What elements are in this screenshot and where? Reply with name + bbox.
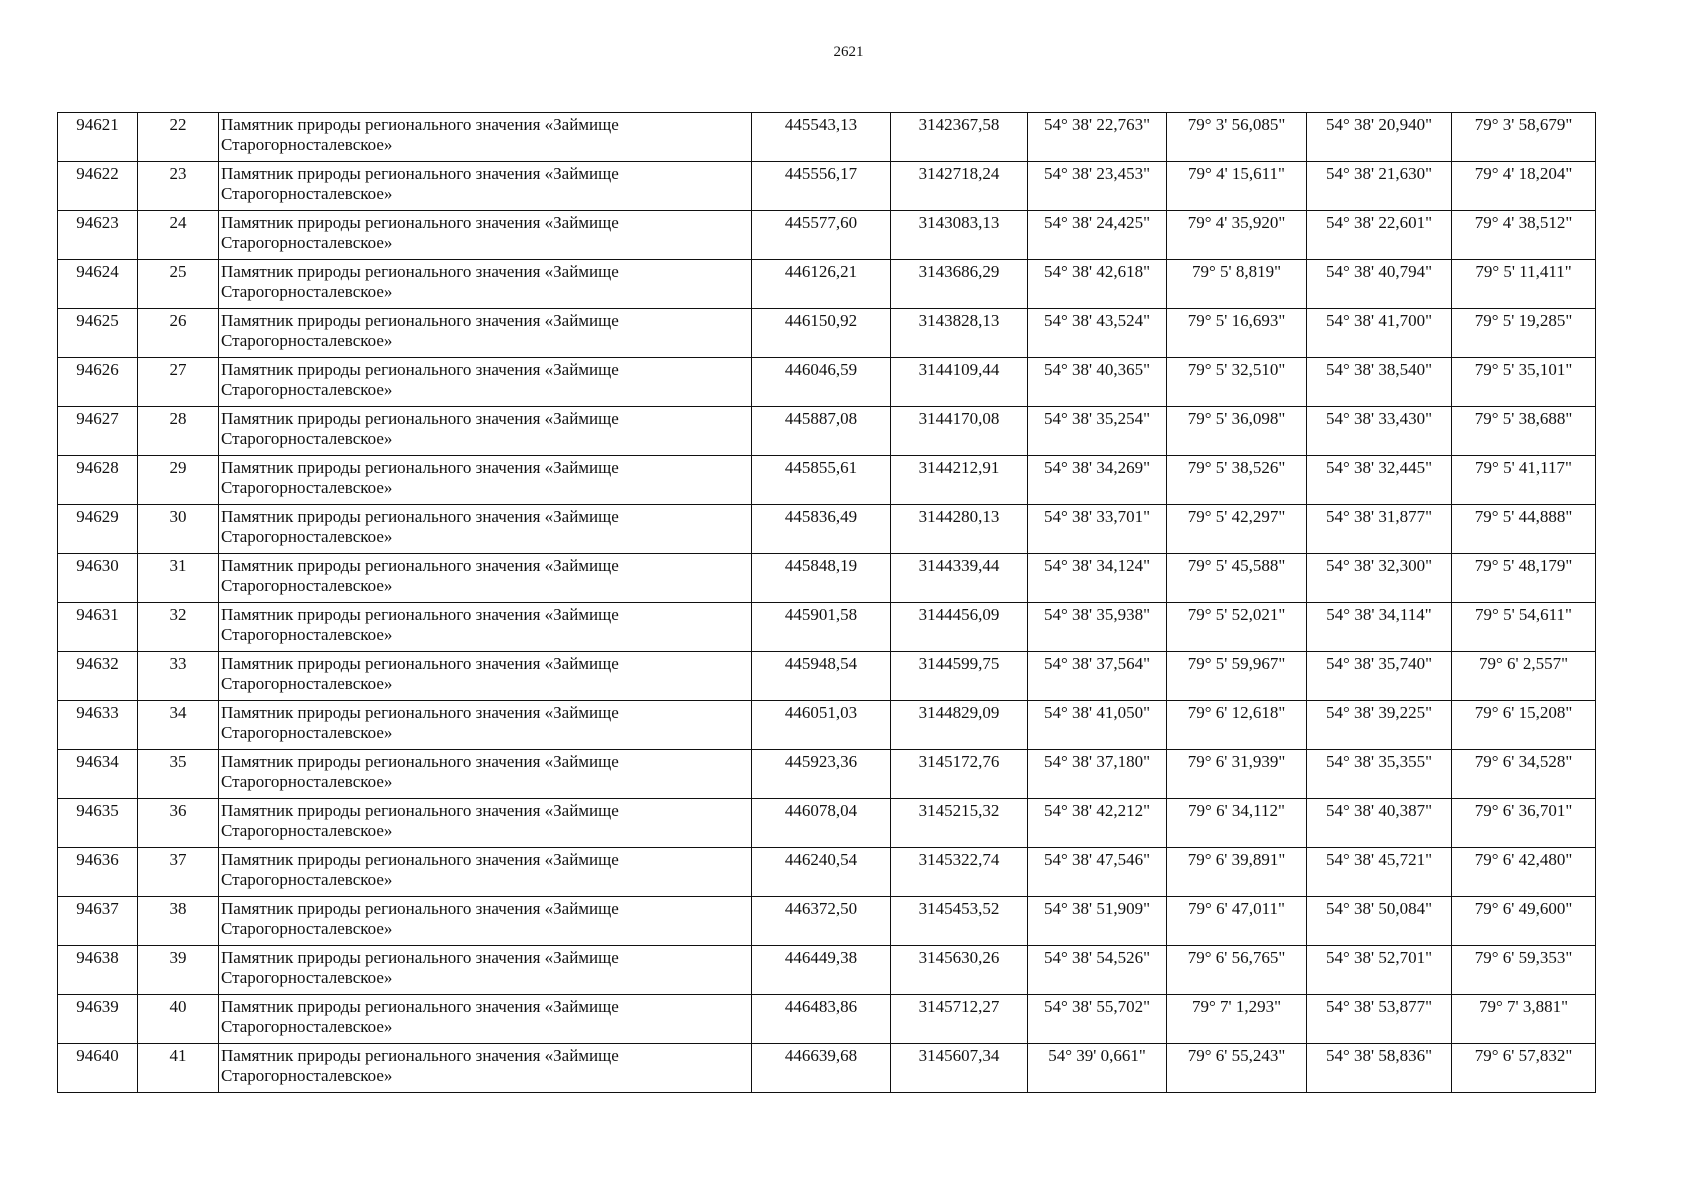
table-row xyxy=(58,407,1596,456)
cell-coord-x: 446240,54 xyxy=(752,848,891,897)
cell-record-id: 94622 xyxy=(58,162,138,211)
cell-latitude-1: 54° 38' 40,365" xyxy=(1028,358,1167,407)
cell-object-name: Памятник природы регионального значения «Займище Старогорносталевское» xyxy=(219,113,752,162)
cell-latitude-1: 54° 38' 37,564" xyxy=(1028,652,1167,701)
cell-object-name: Памятник природы регионального значения «Займище Старогорносталевское» xyxy=(219,211,752,260)
cell-longitude-2: 79° 4' 18,204" xyxy=(1452,162,1596,211)
cell-latitude-2: 54° 38' 33,430" xyxy=(1307,407,1452,456)
cell-longitude-2: 79° 3' 58,679" xyxy=(1452,113,1596,162)
cell-object-name: Памятник природы регионального значения «Займище Старогорносталевское» xyxy=(219,554,752,603)
cell-longitude-2: 79° 5' 38,688" xyxy=(1452,407,1596,456)
cell-object-name: Памятник природы регионального значения «Займище Старогорносталевское» xyxy=(219,995,752,1044)
cell-point-number: 34 xyxy=(138,701,219,750)
table-row xyxy=(58,897,1596,946)
table-row xyxy=(58,603,1596,652)
cell-longitude-1: 79° 6' 12,618" xyxy=(1167,701,1307,750)
cell-latitude-2: 54° 38' 41,700" xyxy=(1307,309,1452,358)
cell-coord-y: 3145215,32 xyxy=(891,799,1028,848)
cell-longitude-2: 79° 6' 36,701" xyxy=(1452,799,1596,848)
cell-coord-x: 445556,17 xyxy=(752,162,891,211)
cell-longitude-1: 79° 4' 15,611" xyxy=(1167,162,1307,211)
cell-coord-y: 3145630,26 xyxy=(891,946,1028,995)
cell-coord-x: 445543,13 xyxy=(752,113,891,162)
cell-longitude-1: 79° 6' 31,939" xyxy=(1167,750,1307,799)
cell-longitude-2: 79° 5' 48,179" xyxy=(1452,554,1596,603)
cell-latitude-1: 54° 38' 35,254" xyxy=(1028,407,1167,456)
cell-longitude-2: 79° 7' 3,881" xyxy=(1452,995,1596,1044)
cell-latitude-1: 54° 38' 47,546" xyxy=(1028,848,1167,897)
cell-coord-x: 445855,61 xyxy=(752,456,891,505)
cell-object-name: Памятник природы регионального значения «Займище Старогорносталевское» xyxy=(219,505,752,554)
cell-longitude-1: 79° 5' 52,021" xyxy=(1167,603,1307,652)
table-row xyxy=(58,750,1596,799)
cell-latitude-2: 54° 38' 35,355" xyxy=(1307,750,1452,799)
cell-point-number: 28 xyxy=(138,407,219,456)
cell-latitude-2: 54° 38' 34,114" xyxy=(1307,603,1452,652)
cell-point-number: 26 xyxy=(138,309,219,358)
cell-coord-y: 3144170,08 xyxy=(891,407,1028,456)
cell-latitude-1: 54° 38' 33,701" xyxy=(1028,505,1167,554)
cell-latitude-1: 54° 38' 41,050" xyxy=(1028,701,1167,750)
cell-coord-y: 3145453,52 xyxy=(891,897,1028,946)
cell-record-id: 94631 xyxy=(58,603,138,652)
cell-coord-y: 3144829,09 xyxy=(891,701,1028,750)
cell-coord-x: 445836,49 xyxy=(752,505,891,554)
cell-record-id: 94638 xyxy=(58,946,138,995)
cell-coord-y: 3142718,24 xyxy=(891,162,1028,211)
cell-longitude-1: 79° 5' 59,967" xyxy=(1167,652,1307,701)
cell-coord-x: 446046,59 xyxy=(752,358,891,407)
cell-record-id: 94633 xyxy=(58,701,138,750)
cell-latitude-1: 54° 38' 37,180" xyxy=(1028,750,1167,799)
cell-record-id: 94627 xyxy=(58,407,138,456)
cell-latitude-1: 54° 38' 51,909" xyxy=(1028,897,1167,946)
cell-longitude-1: 79° 6' 34,112" xyxy=(1167,799,1307,848)
cell-object-name: Памятник природы регионального значения «Займище Старогорносталевское» xyxy=(219,799,752,848)
cell-point-number: 40 xyxy=(138,995,219,1044)
cell-object-name: Памятник природы регионального значения «Займище Старогорносталевское» xyxy=(219,309,752,358)
cell-coord-x: 446449,38 xyxy=(752,946,891,995)
table-row xyxy=(58,554,1596,603)
cell-latitude-1: 54° 38' 34,124" xyxy=(1028,554,1167,603)
cell-record-id: 94640 xyxy=(58,1044,138,1093)
cell-latitude-2: 54° 38' 45,721" xyxy=(1307,848,1452,897)
cell-object-name: Памятник природы регионального значения «Займище Старогорносталевское» xyxy=(219,407,752,456)
cell-coord-x: 445901,58 xyxy=(752,603,891,652)
cell-longitude-1: 79° 4' 35,920" xyxy=(1167,211,1307,260)
cell-latitude-2: 54° 38' 40,794" xyxy=(1307,260,1452,309)
cell-longitude-1: 79° 6' 39,891" xyxy=(1167,848,1307,897)
cell-latitude-1: 54° 38' 54,526" xyxy=(1028,946,1167,995)
cell-latitude-2: 54° 38' 32,445" xyxy=(1307,456,1452,505)
cell-latitude-1: 54° 38' 42,212" xyxy=(1028,799,1167,848)
cell-latitude-2: 54° 38' 58,836" xyxy=(1307,1044,1452,1093)
cell-coord-y: 3145607,34 xyxy=(891,1044,1028,1093)
cell-record-id: 94626 xyxy=(58,358,138,407)
cell-latitude-2: 54° 38' 32,300" xyxy=(1307,554,1452,603)
table-row xyxy=(58,701,1596,750)
cell-coord-x: 445848,19 xyxy=(752,554,891,603)
cell-record-id: 94630 xyxy=(58,554,138,603)
cell-coord-x: 446150,92 xyxy=(752,309,891,358)
cell-longitude-2: 79° 5' 35,101" xyxy=(1452,358,1596,407)
cell-longitude-2: 79° 5' 44,888" xyxy=(1452,505,1596,554)
cell-longitude-2: 79° 4' 38,512" xyxy=(1452,211,1596,260)
cell-latitude-2: 54° 38' 50,084" xyxy=(1307,897,1452,946)
cell-record-id: 94624 xyxy=(58,260,138,309)
cell-object-name: Памятник природы регионального значения «Займище Старогорносталевское» xyxy=(219,652,752,701)
table-row xyxy=(58,309,1596,358)
table-row xyxy=(58,946,1596,995)
cell-longitude-1: 79° 6' 56,765" xyxy=(1167,946,1307,995)
table-row xyxy=(58,505,1596,554)
cell-longitude-1: 79° 5' 45,588" xyxy=(1167,554,1307,603)
table-row xyxy=(58,162,1596,211)
cell-coord-y: 3145712,27 xyxy=(891,995,1028,1044)
cell-coord-x: 446051,03 xyxy=(752,701,891,750)
cell-longitude-2: 79° 5' 11,411" xyxy=(1452,260,1596,309)
cell-object-name: Памятник природы регионального значения «Займище Старогорносталевское» xyxy=(219,603,752,652)
coordinates-table xyxy=(57,112,1596,1093)
cell-object-name: Памятник природы регионального значения «Займище Старогорносталевское» xyxy=(219,897,752,946)
cell-record-id: 94623 xyxy=(58,211,138,260)
cell-point-number: 41 xyxy=(138,1044,219,1093)
cell-coord-x: 445887,08 xyxy=(752,407,891,456)
cell-longitude-1: 79° 5' 36,098" xyxy=(1167,407,1307,456)
cell-coord-y: 3144212,91 xyxy=(891,456,1028,505)
cell-latitude-2: 54° 38' 20,940" xyxy=(1307,113,1452,162)
table-body xyxy=(58,113,1596,1093)
cell-record-id: 94625 xyxy=(58,309,138,358)
cell-longitude-2: 79° 5' 54,611" xyxy=(1452,603,1596,652)
cell-coord-x: 446078,04 xyxy=(752,799,891,848)
cell-longitude-1: 79° 3' 56,085" xyxy=(1167,113,1307,162)
cell-point-number: 35 xyxy=(138,750,219,799)
cell-object-name: Памятник природы регионального значения «Займище Старогорносталевское» xyxy=(219,946,752,995)
cell-latitude-1: 54° 38' 23,453" xyxy=(1028,162,1167,211)
cell-latitude-2: 54° 38' 21,630" xyxy=(1307,162,1452,211)
table-row xyxy=(58,358,1596,407)
cell-record-id: 94639 xyxy=(58,995,138,1044)
cell-coord-y: 3144109,44 xyxy=(891,358,1028,407)
cell-record-id: 94632 xyxy=(58,652,138,701)
cell-latitude-2: 54° 38' 39,225" xyxy=(1307,701,1452,750)
cell-latitude-1: 54° 39' 0,661" xyxy=(1028,1044,1167,1093)
cell-longitude-1: 79° 5' 16,693" xyxy=(1167,309,1307,358)
cell-coord-x: 446372,50 xyxy=(752,897,891,946)
cell-longitude-1: 79° 5' 42,297" xyxy=(1167,505,1307,554)
table-row xyxy=(58,799,1596,848)
cell-latitude-1: 54° 38' 35,938" xyxy=(1028,603,1167,652)
cell-coord-y: 3143828,13 xyxy=(891,309,1028,358)
cell-point-number: 32 xyxy=(138,603,219,652)
cell-latitude-2: 54° 38' 53,877" xyxy=(1307,995,1452,1044)
cell-latitude-2: 54° 38' 52,701" xyxy=(1307,946,1452,995)
cell-point-number: 33 xyxy=(138,652,219,701)
cell-longitude-2: 79° 6' 34,528" xyxy=(1452,750,1596,799)
table-row xyxy=(58,113,1596,162)
cell-point-number: 24 xyxy=(138,211,219,260)
cell-longitude-1: 79° 5' 32,510" xyxy=(1167,358,1307,407)
cell-coord-y: 3142367,58 xyxy=(891,113,1028,162)
cell-longitude-1: 79° 5' 8,819" xyxy=(1167,260,1307,309)
cell-longitude-2: 79° 6' 49,600" xyxy=(1452,897,1596,946)
cell-point-number: 25 xyxy=(138,260,219,309)
cell-coord-y: 3144599,75 xyxy=(891,652,1028,701)
cell-point-number: 29 xyxy=(138,456,219,505)
table-row xyxy=(58,652,1596,701)
cell-point-number: 27 xyxy=(138,358,219,407)
cell-coord-x: 445923,36 xyxy=(752,750,891,799)
cell-latitude-1: 54° 38' 24,425" xyxy=(1028,211,1167,260)
cell-longitude-2: 79° 6' 2,557" xyxy=(1452,652,1596,701)
cell-latitude-2: 54° 38' 22,601" xyxy=(1307,211,1452,260)
cell-longitude-2: 79° 6' 15,208" xyxy=(1452,701,1596,750)
cell-latitude-1: 54° 38' 55,702" xyxy=(1028,995,1167,1044)
cell-coord-x: 445948,54 xyxy=(752,652,891,701)
cell-latitude-2: 54° 38' 40,387" xyxy=(1307,799,1452,848)
cell-record-id: 94637 xyxy=(58,897,138,946)
cell-record-id: 94628 xyxy=(58,456,138,505)
cell-coord-y: 3145322,74 xyxy=(891,848,1028,897)
cell-latitude-1: 54° 38' 43,524" xyxy=(1028,309,1167,358)
cell-point-number: 36 xyxy=(138,799,219,848)
cell-record-id: 94621 xyxy=(58,113,138,162)
cell-longitude-1: 79° 6' 47,011" xyxy=(1167,897,1307,946)
cell-coord-x: 446639,68 xyxy=(752,1044,891,1093)
cell-longitude-1: 79° 6' 55,243" xyxy=(1167,1044,1307,1093)
cell-coord-y: 3144280,13 xyxy=(891,505,1028,554)
cell-coord-y: 3143083,13 xyxy=(891,211,1028,260)
cell-longitude-2: 79° 6' 57,832" xyxy=(1452,1044,1596,1093)
cell-longitude-2: 79° 6' 42,480" xyxy=(1452,848,1596,897)
cell-object-name: Памятник природы регионального значения «Займище Старогорносталевское» xyxy=(219,358,752,407)
cell-record-id: 94634 xyxy=(58,750,138,799)
cell-object-name: Памятник природы регионального значения «Займище Старогорносталевское» xyxy=(219,456,752,505)
cell-object-name: Памятник природы регионального значения «Займище Старогорносталевское» xyxy=(219,701,752,750)
cell-longitude-2: 79° 5' 19,285" xyxy=(1452,309,1596,358)
cell-longitude-2: 79° 6' 59,353" xyxy=(1452,946,1596,995)
cell-latitude-2: 54° 38' 31,877" xyxy=(1307,505,1452,554)
cell-coord-y: 3144456,09 xyxy=(891,603,1028,652)
cell-object-name: Памятник природы регионального значения «Займище Старогорносталевское» xyxy=(219,162,752,211)
cell-latitude-1: 54° 38' 42,618" xyxy=(1028,260,1167,309)
cell-coord-x: 446126,21 xyxy=(752,260,891,309)
cell-point-number: 30 xyxy=(138,505,219,554)
cell-record-id: 94636 xyxy=(58,848,138,897)
cell-point-number: 39 xyxy=(138,946,219,995)
cell-point-number: 37 xyxy=(138,848,219,897)
cell-latitude-1: 54° 38' 34,269" xyxy=(1028,456,1167,505)
cell-coord-y: 3143686,29 xyxy=(891,260,1028,309)
cell-latitude-2: 54° 38' 35,740" xyxy=(1307,652,1452,701)
cell-point-number: 31 xyxy=(138,554,219,603)
cell-object-name: Памятник природы регионального значения «Займище Старогорносталевское» xyxy=(219,750,752,799)
cell-longitude-2: 79° 5' 41,117" xyxy=(1452,456,1596,505)
cell-object-name: Памятник природы регионального значения «Займище Старогорносталевское» xyxy=(219,260,752,309)
cell-coord-x: 445577,60 xyxy=(752,211,891,260)
page-number: 2621 xyxy=(833,44,864,60)
cell-point-number: 38 xyxy=(138,897,219,946)
cell-coord-x: 446483,86 xyxy=(752,995,891,1044)
table-row xyxy=(58,260,1596,309)
cell-record-id: 94629 xyxy=(58,505,138,554)
cell-longitude-1: 79° 7' 1,293" xyxy=(1167,995,1307,1044)
cell-latitude-1: 54° 38' 22,763" xyxy=(1028,113,1167,162)
table-row xyxy=(58,1044,1596,1093)
table-row xyxy=(58,848,1596,897)
cell-point-number: 23 xyxy=(138,162,219,211)
cell-longitude-1: 79° 5' 38,526" xyxy=(1167,456,1307,505)
table-row xyxy=(58,995,1596,1044)
cell-point-number: 22 xyxy=(138,113,219,162)
table-row xyxy=(58,211,1596,260)
table-row xyxy=(58,456,1596,505)
cell-object-name: Памятник природы регионального значения «Займище Старогорносталевское» xyxy=(219,848,752,897)
cell-record-id: 94635 xyxy=(58,799,138,848)
cell-object-name: Памятник природы регионального значения «Займище Старогорносталевское» xyxy=(219,1044,752,1093)
cell-coord-y: 3145172,76 xyxy=(891,750,1028,799)
cell-latitude-2: 54° 38' 38,540" xyxy=(1307,358,1452,407)
cell-coord-y: 3144339,44 xyxy=(891,554,1028,603)
